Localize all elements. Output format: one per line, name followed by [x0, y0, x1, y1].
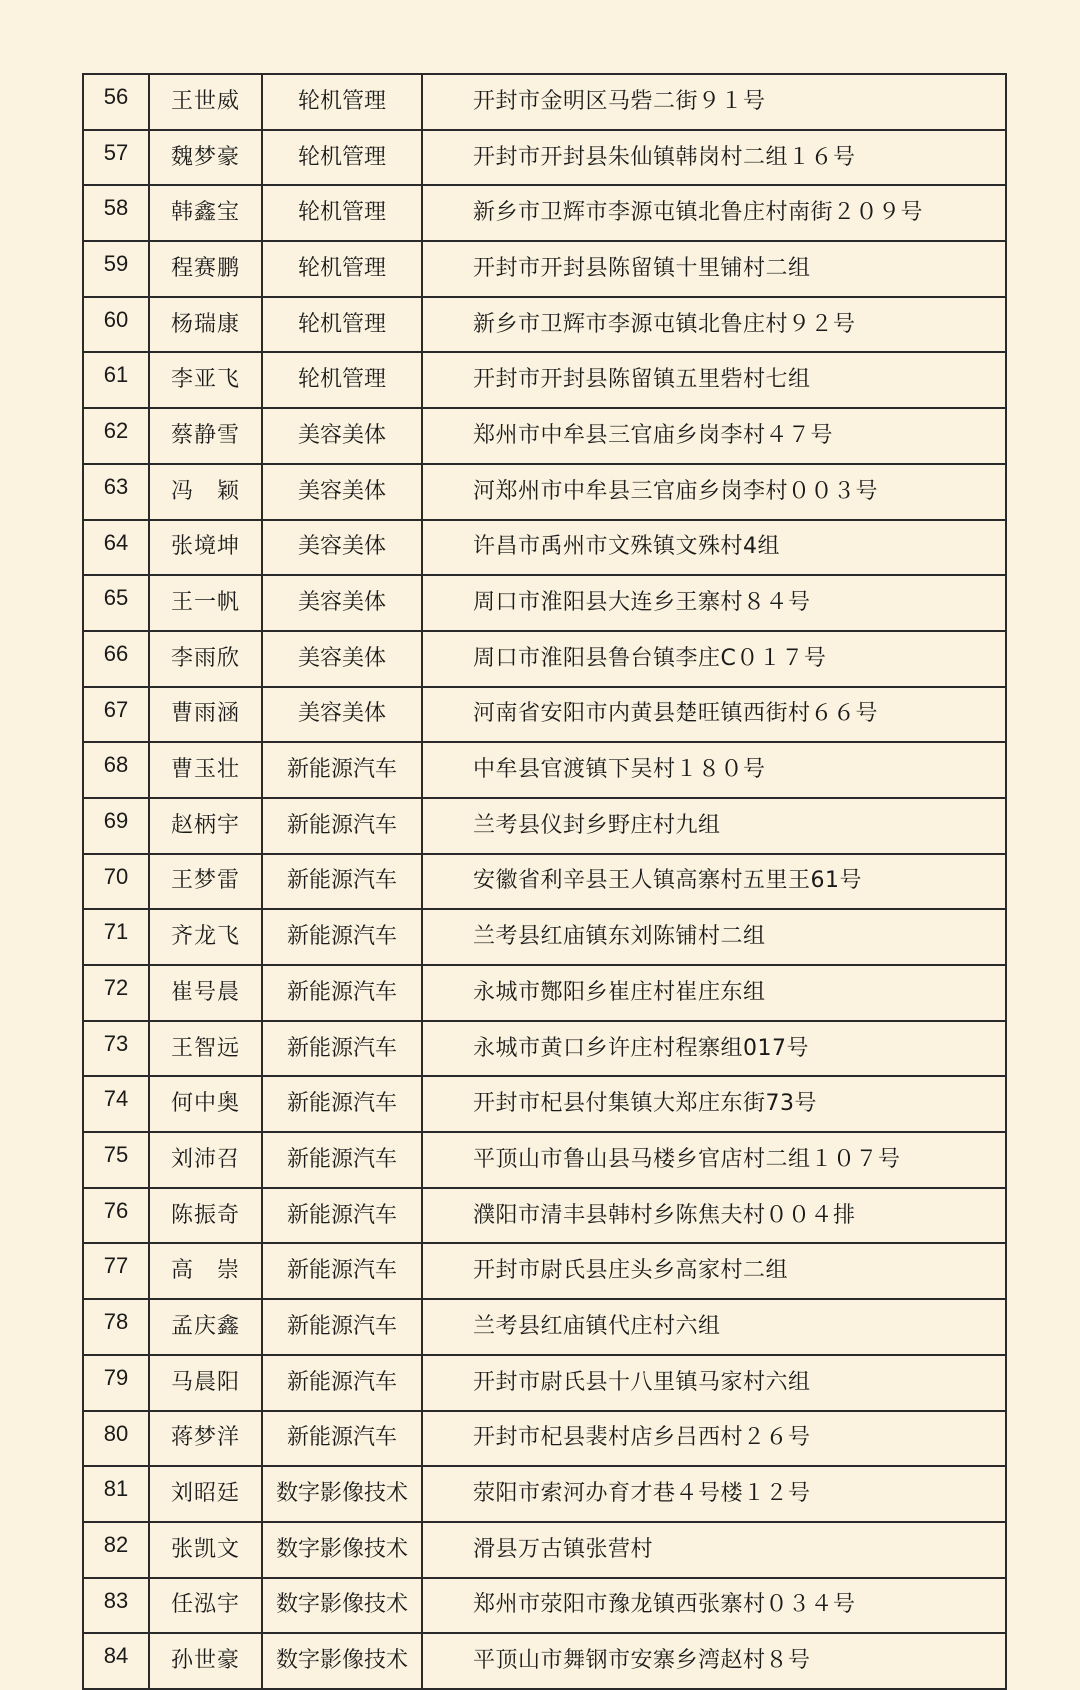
home-address: 永城市黄口乡许庄村程寨组017号: [422, 1021, 1006, 1077]
table-row: [83, 1578, 1006, 1634]
student-name: 孙世豪: [149, 1633, 262, 1689]
major-name: 新能源汽车: [262, 1188, 422, 1244]
table-row: [83, 408, 1006, 464]
home-address: 兰考县仪封乡野庄村九组: [422, 798, 1006, 854]
row-number: 64: [83, 520, 149, 576]
roster-sheet: [82, 73, 1005, 1690]
home-address: 周口市淮阳县鲁台镇李庄C０１７号: [422, 631, 1006, 687]
student-name: 杨瑞康: [149, 297, 262, 353]
major-name: 美容美体: [262, 575, 422, 631]
row-number: 80: [83, 1411, 149, 1467]
major-name: 美容美体: [262, 520, 422, 576]
row-number: 56: [83, 74, 149, 130]
student-name: 张境坤: [149, 520, 262, 576]
home-address: 安徽省利辛县王人镇高寨村五里王61号: [422, 854, 1006, 910]
major-name: 新能源汽车: [262, 1076, 422, 1132]
row-number: 65: [83, 575, 149, 631]
major-name: 数字影像技术: [262, 1578, 422, 1634]
table-row: [83, 742, 1006, 798]
home-address: 开封市金明区马砦二街９１号: [422, 74, 1006, 130]
major-name: 新能源汽车: [262, 1411, 422, 1467]
home-address: 开封市开封县朱仙镇韩岗村二组１６号: [422, 130, 1006, 186]
home-address: 开封市杞县付集镇大郑庄东街73号: [422, 1076, 1006, 1132]
home-address: 郑州市中牟县三官庙乡岗李村４７号: [422, 408, 1006, 464]
student-name: 孟庆鑫: [149, 1299, 262, 1355]
table-row: [83, 1411, 1006, 1467]
table-row: [83, 520, 1006, 576]
student-name: 蒋梦洋: [149, 1411, 262, 1467]
table-row: [83, 965, 1006, 1021]
student-name: 蔡静雪: [149, 408, 262, 464]
home-address: 永城市酂阳乡崔庄村崔庄东组: [422, 965, 1006, 1021]
student-name: 陈振奇: [149, 1188, 262, 1244]
row-number: 57: [83, 130, 149, 186]
table-row: [83, 241, 1006, 297]
major-name: 数字影像技术: [262, 1522, 422, 1578]
table-row: [83, 352, 1006, 408]
row-number: 68: [83, 742, 149, 798]
table-row: [83, 1076, 1006, 1132]
table-row: [83, 1355, 1006, 1411]
student-name: 何中奥: [149, 1076, 262, 1132]
row-number: 84: [83, 1633, 149, 1689]
table-row: [83, 1188, 1006, 1244]
table-row: [83, 1243, 1006, 1299]
row-number: 69: [83, 798, 149, 854]
major-name: 新能源汽车: [262, 854, 422, 910]
major-name: 数字影像技术: [262, 1633, 422, 1689]
home-address: 兰考县红庙镇代庄村六组: [422, 1299, 1006, 1355]
major-name: 新能源汽车: [262, 1021, 422, 1077]
student-name: 王梦雷: [149, 854, 262, 910]
student-name: 王智远: [149, 1021, 262, 1077]
roster-table: [82, 73, 1007, 1690]
row-number: 78: [83, 1299, 149, 1355]
home-address: 中牟县官渡镇下吴村１８０号: [422, 742, 1006, 798]
row-number: 61: [83, 352, 149, 408]
row-number: 63: [83, 464, 149, 520]
row-number: 82: [83, 1522, 149, 1578]
home-address: 兰考县红庙镇东刘陈铺村二组: [422, 909, 1006, 965]
major-name: 轮机管理: [262, 352, 422, 408]
major-name: 新能源汽车: [262, 798, 422, 854]
home-address: 开封市开封县陈留镇五里砦村七组: [422, 352, 1006, 408]
row-number: 74: [83, 1076, 149, 1132]
table-row: [83, 130, 1006, 186]
row-number: 60: [83, 297, 149, 353]
student-name: 曹雨涵: [149, 687, 262, 743]
home-address: 荥阳市索河办育才巷４号楼１２号: [422, 1466, 1006, 1522]
student-name: 韩鑫宝: [149, 185, 262, 241]
major-name: 美容美体: [262, 464, 422, 520]
row-number: 67: [83, 687, 149, 743]
home-address: 开封市开封县陈留镇十里铺村二组: [422, 241, 1006, 297]
student-name: 刘昭廷: [149, 1466, 262, 1522]
table-row: [83, 74, 1006, 130]
table-row: [83, 464, 1006, 520]
home-address: 河郑州市中牟县三官庙乡岗李村００３号: [422, 464, 1006, 520]
row-number: 76: [83, 1188, 149, 1244]
row-number: 70: [83, 854, 149, 910]
row-number: 62: [83, 408, 149, 464]
major-name: 美容美体: [262, 631, 422, 687]
home-address: 河南省安阳市内黄县楚旺镇西街村６６号: [422, 687, 1006, 743]
table-row: [83, 185, 1006, 241]
student-name: 李亚飞: [149, 352, 262, 408]
table-row: [83, 1522, 1006, 1578]
student-name: 李雨欣: [149, 631, 262, 687]
row-number: 73: [83, 1021, 149, 1077]
major-name: 新能源汽车: [262, 1243, 422, 1299]
major-name: 新能源汽车: [262, 909, 422, 965]
home-address: 周口市淮阳县大连乡王寨村８４号: [422, 575, 1006, 631]
home-address: 平顶山市舞钢市安寨乡湾赵村８号: [422, 1633, 1006, 1689]
major-name: 新能源汽车: [262, 1299, 422, 1355]
table-row: [83, 575, 1006, 631]
home-address: 新乡市卫辉市李源屯镇北鲁庄村９２号: [422, 297, 1006, 353]
major-name: 新能源汽车: [262, 1132, 422, 1188]
row-number: 58: [83, 185, 149, 241]
major-name: 轮机管理: [262, 297, 422, 353]
student-name: 马晨阳: [149, 1355, 262, 1411]
home-address: 郑州市荥阳市豫龙镇西张寨村０３４号: [422, 1578, 1006, 1634]
student-name: 王一帆: [149, 575, 262, 631]
table-row: [83, 798, 1006, 854]
table-row: [83, 631, 1006, 687]
table-row: [83, 1466, 1006, 1522]
row-number: 72: [83, 965, 149, 1021]
home-address: 濮阳市清丰县韩村乡陈焦夫村００４排: [422, 1188, 1006, 1244]
student-name: 齐龙飞: [149, 909, 262, 965]
table-row: [83, 1633, 1006, 1689]
home-address: 滑县万古镇张营村: [422, 1522, 1006, 1578]
student-name: 崔号晨: [149, 965, 262, 1021]
table-row: [83, 1132, 1006, 1188]
major-name: 新能源汽车: [262, 1355, 422, 1411]
student-name: 冯 颖: [149, 464, 262, 520]
table-row: [83, 1021, 1006, 1077]
table-row: [83, 297, 1006, 353]
major-name: 美容美体: [262, 687, 422, 743]
student-name: 魏梦豪: [149, 130, 262, 186]
student-name: 赵柄宇: [149, 798, 262, 854]
row-number: 81: [83, 1466, 149, 1522]
student-name: 程赛鹏: [149, 241, 262, 297]
table-row: [83, 1299, 1006, 1355]
row-number: 59: [83, 241, 149, 297]
major-name: 轮机管理: [262, 185, 422, 241]
student-name: 刘沛召: [149, 1132, 262, 1188]
major-name: 新能源汽车: [262, 742, 422, 798]
home-address: 新乡市卫辉市李源屯镇北鲁庄村南街２０９号: [422, 185, 1006, 241]
row-number: 66: [83, 631, 149, 687]
row-number: 71: [83, 909, 149, 965]
student-name: 曹玉壮: [149, 742, 262, 798]
home-address: 开封市杞县裴村店乡吕西村２６号: [422, 1411, 1006, 1467]
major-name: 数字影像技术: [262, 1466, 422, 1522]
row-number: 77: [83, 1243, 149, 1299]
major-name: 轮机管理: [262, 241, 422, 297]
home-address: 许昌市禹州市文殊镇文殊村4组: [422, 520, 1006, 576]
student-name: 张凯文: [149, 1522, 262, 1578]
row-number: 83: [83, 1578, 149, 1634]
major-name: 轮机管理: [262, 130, 422, 186]
major-name: 新能源汽车: [262, 965, 422, 1021]
roster-table-body: [83, 74, 1006, 1689]
major-name: 美容美体: [262, 408, 422, 464]
table-row: [83, 854, 1006, 910]
student-name: 任泓宇: [149, 1578, 262, 1634]
row-number: 79: [83, 1355, 149, 1411]
home-address: 平顶山市鲁山县马楼乡官店村二组１０７号: [422, 1132, 1006, 1188]
table-row: [83, 909, 1006, 965]
student-name: 高 崇: [149, 1243, 262, 1299]
home-address: 开封市尉氏县十八里镇马家村六组: [422, 1355, 1006, 1411]
table-row: [83, 687, 1006, 743]
row-number: 75: [83, 1132, 149, 1188]
major-name: 轮机管理: [262, 74, 422, 130]
home-address: 开封市尉氏县庄头乡高家村二组: [422, 1243, 1006, 1299]
student-name: 王世威: [149, 74, 262, 130]
